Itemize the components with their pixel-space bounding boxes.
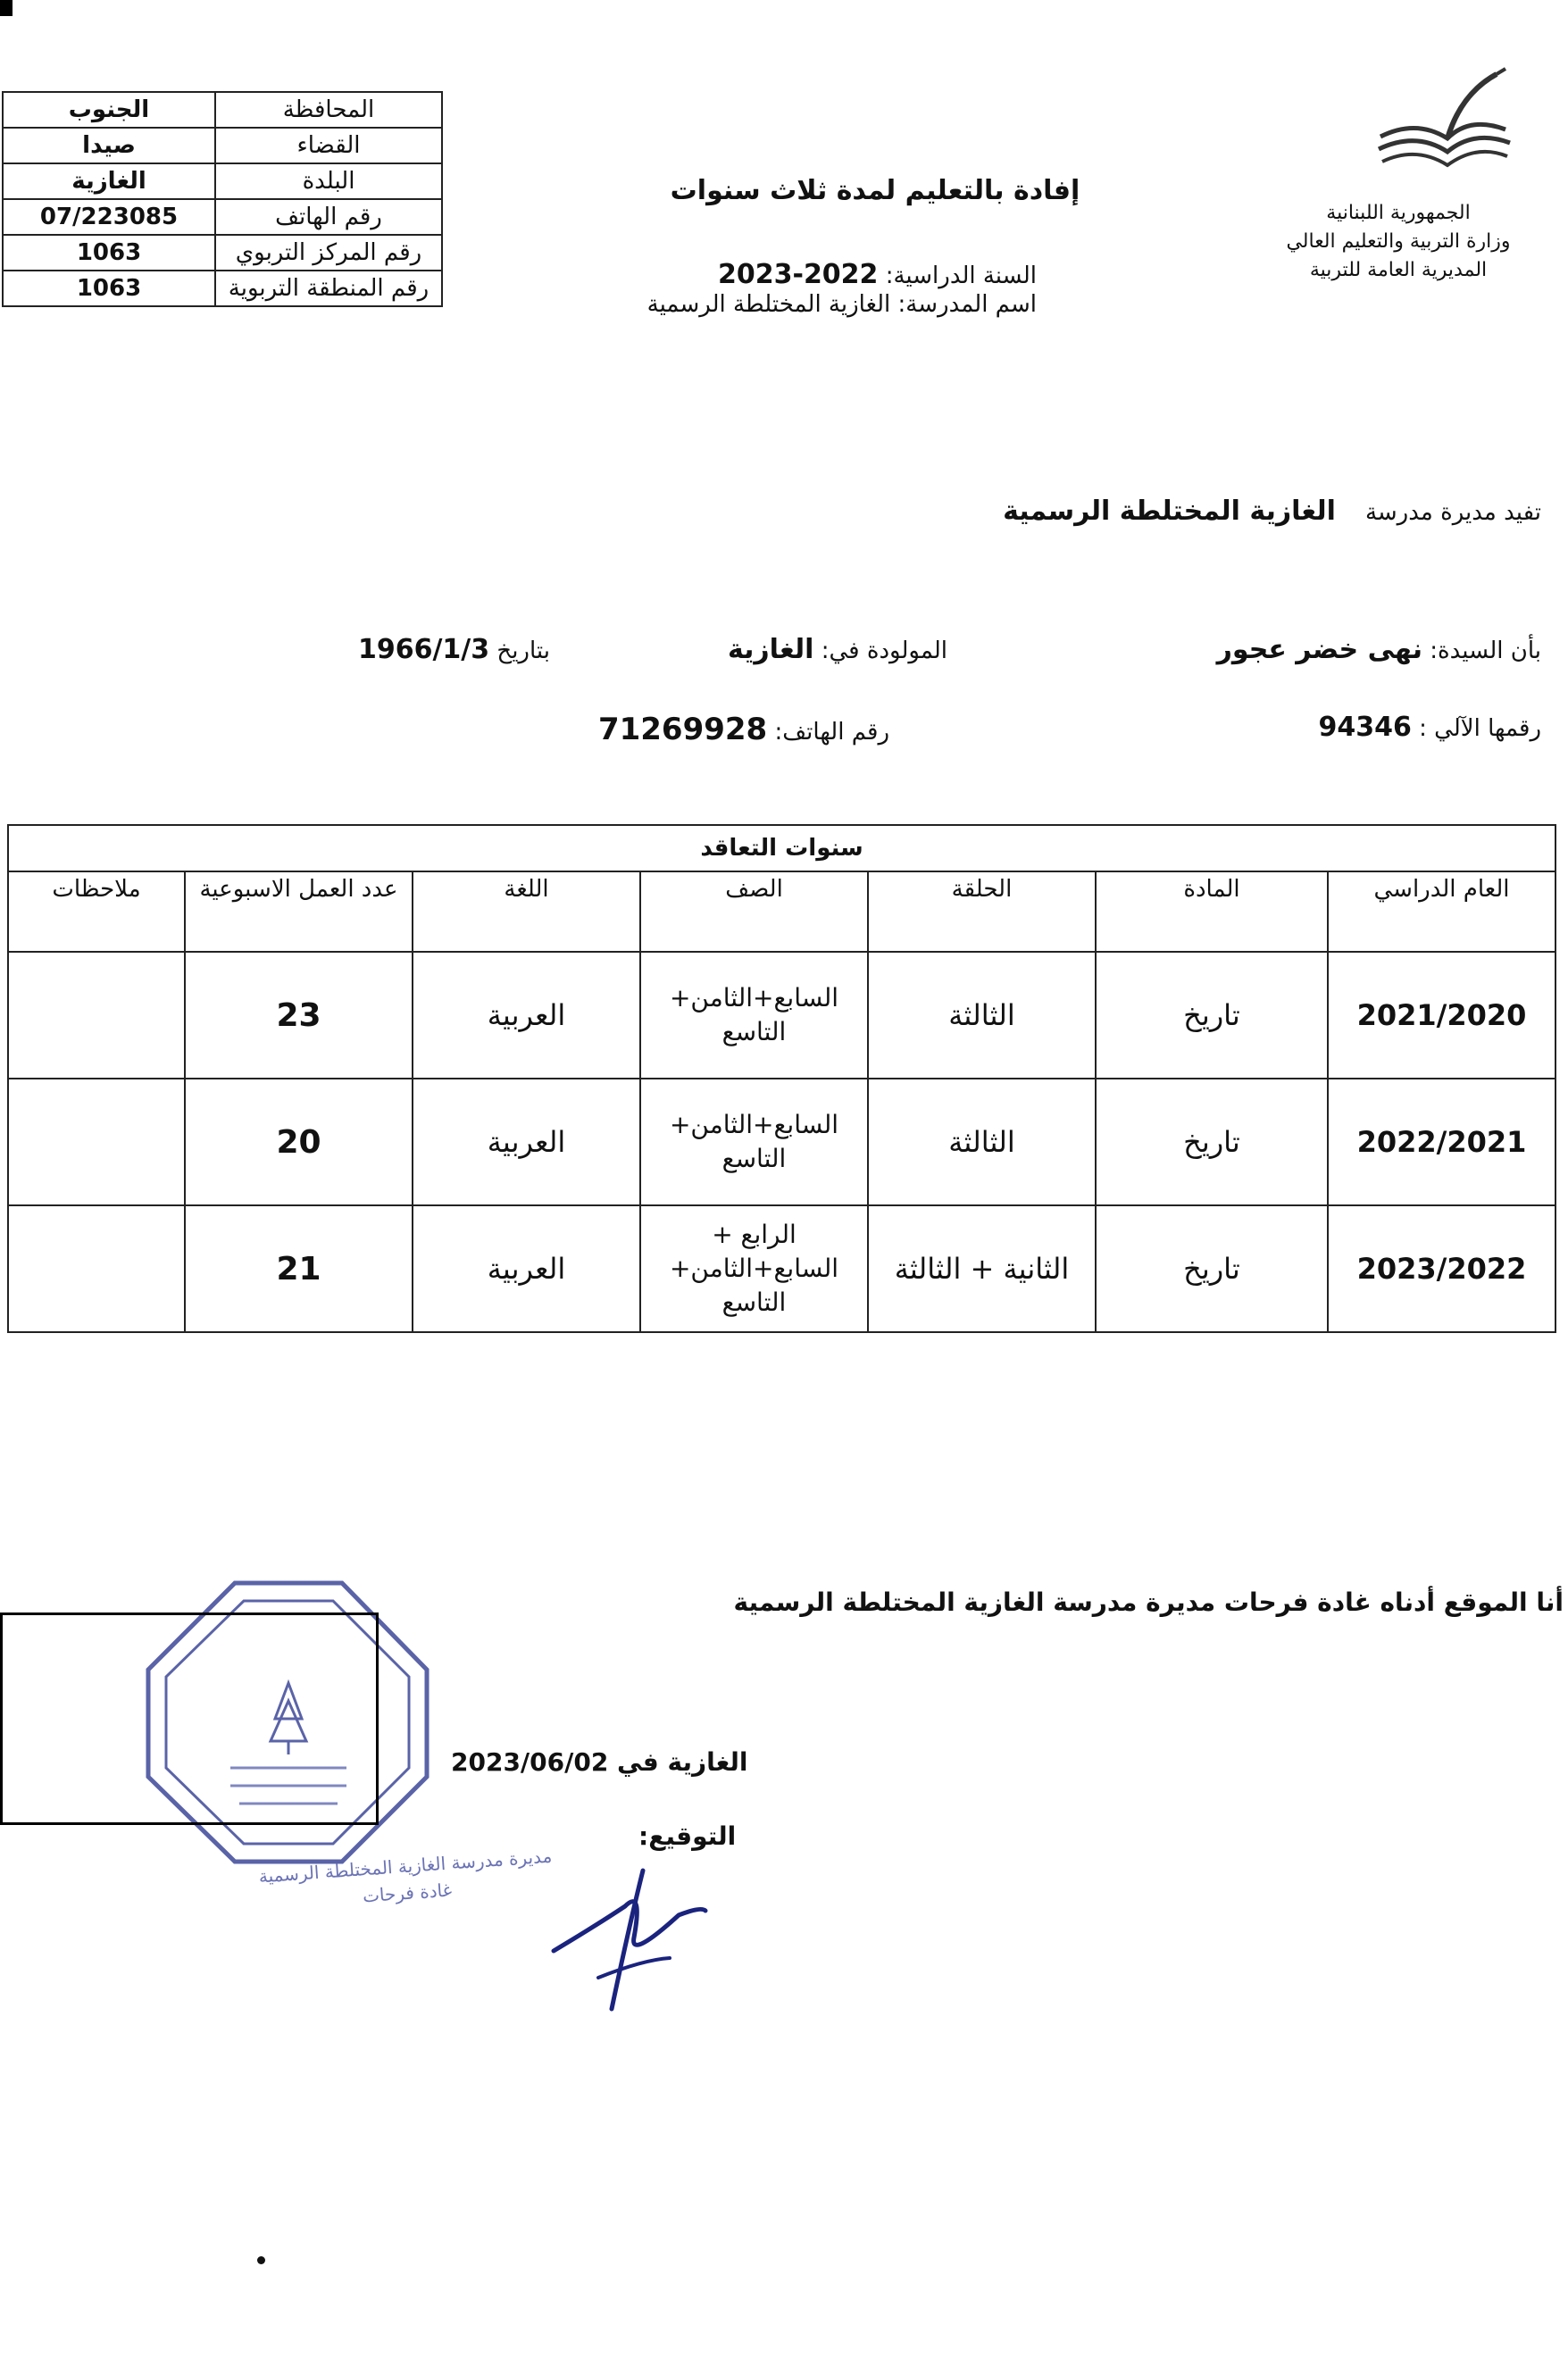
contract-row [8,1205,1555,1332]
phone-value: 71269928 [597,712,768,747]
info-label: رقم المركز التربوي [215,235,442,271]
header-cycle: الحلقة [868,871,1096,952]
signature-label: التوقيع: [638,1821,737,1851]
info-label: البلدة [215,163,442,199]
cell-subject: تاريخ [1096,1205,1328,1332]
header-subject: المادة [1096,871,1328,952]
birthdate-label: بتاريخ [496,638,550,664]
cell-grade: السابع+الثامن+ التاسع [640,1079,868,1205]
document-title: إفادة بالتعليم لمدة ثلاث سنوات [670,175,1080,206]
cell-subject: تاريخ [1096,952,1328,1079]
cell-grade: السابع+الثامن+ التاسع [640,952,868,1079]
birthplace-value: الغازية [727,634,814,665]
info-value: الغازية [3,163,215,199]
info-row [3,271,442,306]
cell-language: العربية [413,1205,640,1332]
contract-row [8,1079,1555,1205]
birthplace-label: المولودة في: [821,638,947,664]
cell-notes [8,1205,185,1332]
place-date: الغازية في 2023/06/02 [451,1747,748,1777]
info-label: القضاء [215,128,442,163]
birthdate-line [358,634,550,665]
birthplace-line [728,634,947,665]
cell-notes [8,1079,185,1205]
cell-language: العربية [413,952,640,1079]
phone-label: رقم الهاتف: [774,719,889,746]
info-row [3,128,442,163]
cell-year: 2022/2021 [1328,1079,1555,1205]
school-name-value: الغازية المختلطة الرسمية [646,291,891,318]
teacher-label: بأن السيدة: [1430,638,1541,664]
cell-grade: الرابع + السابع+الثامن+ التاسع [640,1205,868,1332]
stamp-text: مديرة مدرسة الغازية المختلطة الرسمية غادة فرحات [257,1845,553,1907]
cell-notes [8,952,185,1079]
info-label: المحافظة [215,92,442,128]
blank-signature-box [0,1612,379,1825]
cell-subject: تاريخ [1096,1079,1328,1205]
id-label: رقمها الآلي : [1419,715,1541,742]
id-value: 94346 [1318,712,1412,743]
info-value: 07/223085 [3,199,215,235]
cell-year: 2023/2022 [1328,1205,1555,1332]
phone-line [598,712,889,747]
school-year-line [718,259,1037,290]
scan-corner-mark [0,0,13,16]
school-info-table [2,91,443,307]
header-hours: عدد العمل الاسبوعية [185,871,413,952]
teacher-line [1217,634,1541,665]
teacher-name: نهى خضر عجور [1216,634,1422,665]
birthdate-value: 1966/1/3 [357,634,490,665]
cell-hours: 23 [185,952,413,1079]
contract-row [8,952,1555,1079]
ministry-line-3: المديرية العامة للتربية [1309,259,1488,281]
cell-year: 2021/2020 [1328,952,1555,1079]
info-value: الجنوب [3,92,215,128]
info-value: 1063 [3,235,215,271]
cell-cycle: الثالثة [868,952,1096,1079]
stray-dot [257,2256,265,2264]
info-row [3,92,442,128]
info-row [3,163,442,199]
school-year-label: السنة الدراسية: [885,262,1037,289]
id-line [1319,712,1542,743]
info-value: صيدا [3,128,215,163]
school-name-label: اسم المدرسة: [897,291,1037,318]
school-name-line [647,291,1037,318]
header-language: اللغة [413,871,640,952]
cell-cycle: الثانية + الثالثة [868,1205,1096,1332]
intro-text: تفيد مديرة مدرسة [1364,499,1541,526]
handwritten-signature-icon [545,1853,714,2022]
intro-line [1003,496,1541,527]
cell-hours: 20 [185,1079,413,1205]
header-year: العام الدراسي [1328,871,1555,952]
director-statement: أنا الموقع أدناه غادة فرحات مديرة مدرسة الغازية المختلطة الرسمية [733,1588,1564,1617]
cell-hours: 21 [185,1205,413,1332]
cell-language: العربية [413,1079,640,1205]
ministry-line-2: وزارة التربية والتعليم العالي [1286,230,1511,253]
info-row [3,235,442,271]
intro-school: الغازية المختلطة الرسمية [1003,496,1336,527]
info-row [3,199,442,235]
ministry-line-1: الجمهورية اللبنانية [1326,202,1471,224]
info-label: رقم المنطقة التربوية [215,271,442,306]
header-notes: ملاحظات [8,871,185,952]
cell-cycle: الثالثة [868,1079,1096,1205]
contract-table-caption: سنوات التعاقد [8,825,1555,871]
contract-years-table [7,824,1556,1333]
ministry-logo-icon [1363,67,1514,183]
info-label: رقم الهاتف [215,199,442,235]
school-year-value: 2022-2023 [717,259,879,290]
info-value: 1063 [3,271,215,306]
header-grade: الصف [640,871,868,952]
